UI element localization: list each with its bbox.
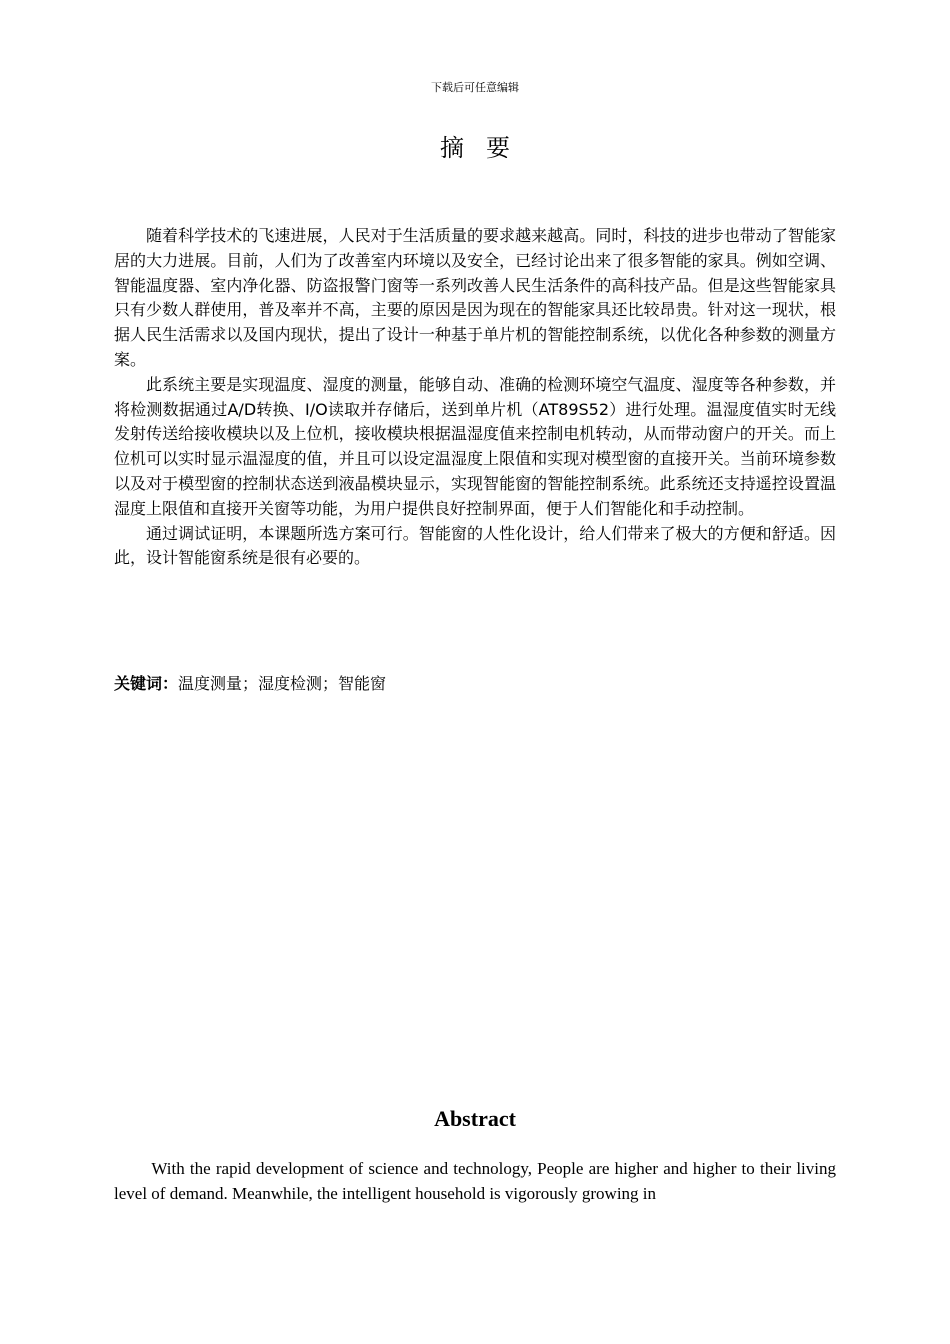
abstract-cn-paragraph-2: 此系统主要是实现温度、湿度的测量，能够自动、准确的检测环境空气温度、湿度等各种参数，并将检测数据通过A/D转换、I/O读取并存储后，送到单片机（AT89S52）进行处理。温湿度值实时无线发射传送给接收模块以及上位机，接收模块根据温湿度值来控制电机转动，从而带动窗户的开关。而上位机可以实时显示温湿度的值，并且可以设定温湿度上限值和实现对模型窗的直接开关。当前环境参数以及对于模型窗的控制状态送到液晶模块显示，实现智能窗的智能控制系统。此系统还支持遥控设置温湿度上限值和直接开关窗等功能，为用户提供良好控制界面，便于人们智能化和手动控制。	[114, 374, 836, 518]
abstract-cn-paragraph-1: 随着科学技术的飞速进展，人民对于生活质量的要求越来越高。同时，科技的进步也带动了智能家居的大力进展。目前，人们为了改善室内环境以及安全，已经讨论出来了很多智能的家具。例如空调、智能温度器、室内净化器、防盗报警门窗等一系列改善人民生活条件的高科技产品。但是这些智能家具只有少数人群使用，普及率并不高，主要的原因是因为现在的智能家具还比较昂贵。针对这一现状，根据人民生活需求以及国内现状，提出了设计一种基于单片机的智能控制系统，以优化各种参数的测量方案。	[114, 226, 836, 369]
abstract-en-paragraph-1: With the rapid development of science and technology, People are higher and higher to their living level of demand. Meanwhile, the intelligent household is vigorously growing in	[114, 1159, 836, 1203]
keywords-value: 温度测量；湿度检测；智能窗	[178, 674, 387, 693]
keywords-label: 关键词：	[114, 674, 179, 693]
abstract-en-body	[114, 1156, 836, 1206]
abstract-cn-title: 摘要	[440, 134, 532, 162]
header-note: 下载后可任意编辑	[431, 81, 519, 94]
abstract-cn-paragraph-3: 通过调试证明，本课题所选方案可行。智能窗的人性化设计，给人们带来了极大的方便和舒适。因此，设计智能窗系统是很有必要的。	[114, 523, 836, 568]
keywords-line	[114, 672, 836, 696]
abstract-cn-body	[114, 224, 836, 571]
abstract-en-title: Abstract	[434, 1106, 516, 1131]
